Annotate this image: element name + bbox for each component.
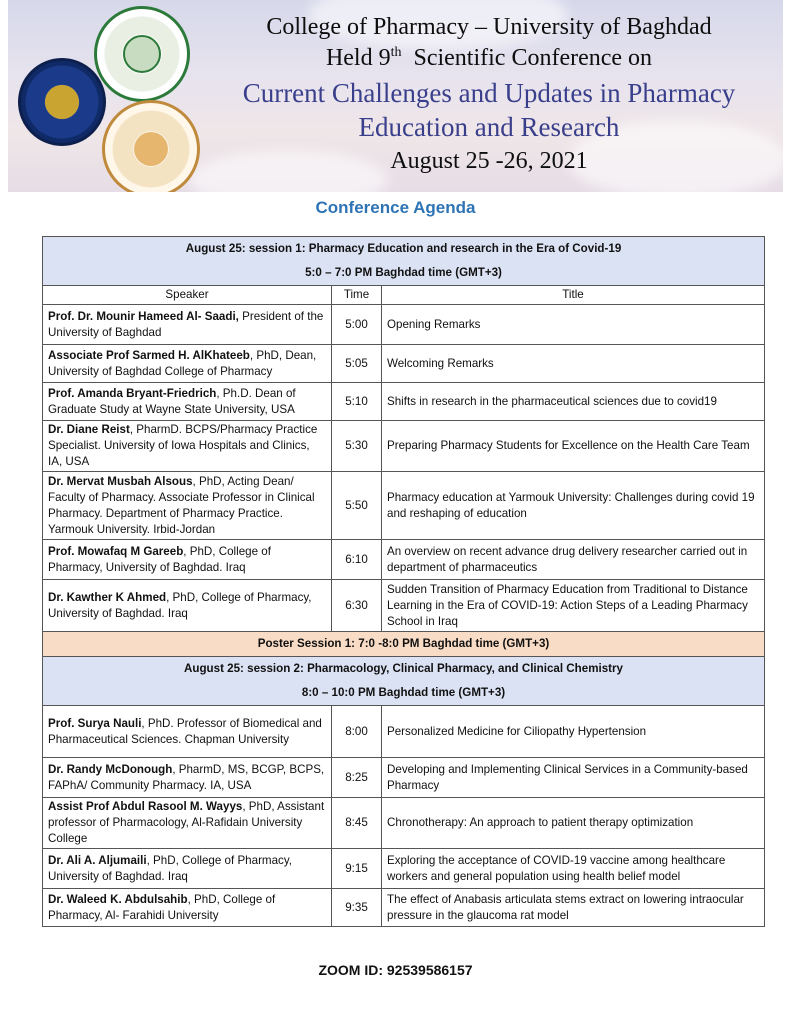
session1-heading: August 25: session 1: Pharmacy Education and research in the Era of Covid-19 bbox=[43, 237, 765, 262]
speaker-cell bbox=[43, 889, 332, 927]
college-of-pharmacy-seal bbox=[94, 6, 190, 102]
session2-heading-row bbox=[43, 657, 765, 682]
speaker-name: Dr. Mervat Musbah Alsous bbox=[48, 474, 193, 488]
time-cell: 5:50 bbox=[332, 472, 382, 540]
time-cell: 9:35 bbox=[332, 889, 382, 927]
speaker-details: , PhD. Professor of Biomedical and Pharmaceutical Sciences. Chapman University bbox=[48, 716, 322, 746]
session2-hours: 8:0 – 10:0 PM Baghdad time (GMT+3) bbox=[43, 681, 765, 706]
agenda-table bbox=[42, 236, 765, 927]
session2-hours-row bbox=[43, 681, 765, 706]
time-cell: 5:10 bbox=[332, 383, 382, 421]
speaker-details: , PhD, College of Pharmacy, University of Baghdad. Iraq bbox=[48, 590, 312, 620]
title-cell: Welcoming Remarks bbox=[382, 345, 765, 383]
agenda-title: Conference Agenda bbox=[315, 198, 476, 217]
title-cell: Developing and Implementing Clinical Services in a Community-based Pharmacy bbox=[382, 758, 765, 798]
speaker-cell bbox=[43, 421, 332, 472]
time-cell: 5:30 bbox=[332, 421, 382, 472]
speaker-details: , PhD, College of Pharmacy, University of Baghdad. Iraq bbox=[48, 853, 292, 883]
table-row bbox=[43, 472, 765, 540]
speaker-cell bbox=[43, 472, 332, 540]
table-row bbox=[43, 798, 765, 849]
table-header-row bbox=[43, 286, 765, 305]
table-row bbox=[43, 345, 765, 383]
time-cell: 5:00 bbox=[332, 305, 382, 345]
header-banner bbox=[8, 0, 783, 192]
header-conference-title-2: Education and Research bbox=[358, 112, 620, 142]
speaker-cell bbox=[43, 345, 332, 383]
speaker-details: , PharmD. BCPS/Pharmacy Practice Specialist. University of Iowa Hospitals and Clinics, IA, USA bbox=[48, 423, 318, 468]
header-held: Held 9th Scientific Conference on bbox=[325, 45, 653, 71]
zoom-id: ZOOM ID: 92539586157 bbox=[318, 962, 473, 978]
speaker-details: , Ph.D. Dean of Graduate Study at Wayne State University, USA bbox=[48, 386, 296, 416]
speaker-cell bbox=[43, 305, 332, 345]
title-cell: Exploring the acceptance of COVID-19 vaccine among healthcare workers and general population using health belief model bbox=[382, 849, 765, 889]
speaker-details: , PhD, Assistant professor of Pharmacology, Al-Rafidain University College bbox=[48, 800, 325, 845]
title-cell: Sudden Transition of Pharmacy Education from Traditional to Distance Learning in the Era of COVID-19: Action Steps of a Leading Pharmacy School in Iraq bbox=[382, 580, 765, 632]
time-cell: 8:25 bbox=[332, 758, 382, 798]
title-cell: Shifts in research in the pharmaceutical sciences due to covid19 bbox=[382, 383, 765, 421]
university-of-baghdad-seal bbox=[18, 58, 106, 146]
header-date: August 25 -26, 2021 bbox=[390, 148, 588, 174]
speaker-cell bbox=[43, 706, 332, 758]
speaker-name: Dr. Waleed K. Abdulsahib bbox=[48, 892, 188, 906]
speaker-name: Dr. Diane Reist bbox=[48, 423, 130, 436]
speaker-details: President of the University of Baghdad bbox=[48, 309, 324, 339]
header-college: College of Pharmacy – University of Baghdad bbox=[266, 14, 712, 40]
title-cell: The effect of Anabasis articulata stems extract on lowering intraocular pressure in the glaucoma rat model bbox=[382, 889, 765, 927]
speaker-name: Prof. Amanda Bryant-Friedrich bbox=[48, 386, 217, 400]
speaker-name: Assist Prof Abdul Rasool M. Wayys bbox=[48, 800, 243, 813]
session2-heading: August 25: session 2: Pharmacology, Clinical Pharmacy, and Clinical Chemistry bbox=[43, 657, 765, 682]
table-row bbox=[43, 580, 765, 632]
header-conference-title-1: Current Challenges and Updates in Pharmacy bbox=[242, 78, 736, 108]
speaker-cell bbox=[43, 580, 332, 632]
table-row bbox=[43, 758, 765, 798]
speaker-name: Dr. Kawther K Ahmed bbox=[48, 590, 167, 604]
table-row bbox=[43, 889, 765, 927]
time-cell: 9:15 bbox=[332, 849, 382, 889]
speaker-cell bbox=[43, 849, 332, 889]
ministry-seal bbox=[102, 100, 200, 192]
time-cell: 8:00 bbox=[332, 706, 382, 758]
title-cell: Pharmacy education at Yarmouk University: Challenges during covid 19 and reshaping of education bbox=[382, 472, 765, 540]
col-title-header: Title bbox=[382, 286, 765, 305]
speaker-details: , PharmD, MS, BCGP, BCPS, FAPhA/ Community Pharmacy. IA, USA bbox=[48, 762, 325, 792]
table-row bbox=[43, 706, 765, 758]
speaker-cell bbox=[43, 383, 332, 421]
speaker-name: Prof. Surya Nauli bbox=[48, 716, 142, 730]
speaker-details: , PhD, College of Pharmacy, University of Baghdad. Iraq bbox=[48, 544, 271, 574]
col-time-header: Time bbox=[332, 286, 382, 305]
speaker-name: Prof. Dr. Mounir Hameed Al- Saadi, bbox=[48, 309, 239, 323]
speaker-name: Dr. Randy McDonough bbox=[48, 762, 173, 776]
poster-session-row bbox=[43, 632, 765, 657]
speaker-details: , PhD, Dean, University of Baghdad College of Pharmacy bbox=[48, 348, 317, 378]
title-cell: Chronotherapy: An approach to patient therapy optimization bbox=[382, 798, 765, 849]
speaker-cell bbox=[43, 798, 332, 849]
time-cell: 5:05 bbox=[332, 345, 382, 383]
speaker-name: Associate Prof Sarmed H. AlKhateeb bbox=[48, 348, 250, 362]
time-cell: 6:30 bbox=[332, 580, 382, 632]
time-cell: 8:45 bbox=[332, 798, 382, 849]
speaker-details: , PhD, Acting Dean/ Faculty of Pharmacy. Associate Professor in Clinical Pharmacy. Department of Pharmacy Practice. Yarmouk University. Irbid-Jordan bbox=[48, 474, 315, 536]
speaker-cell bbox=[43, 540, 332, 580]
title-cell: Personalized Medicine for Ciliopathy Hypertension bbox=[382, 706, 765, 758]
time-cell: 6:10 bbox=[332, 540, 382, 580]
session1-hours-row bbox=[43, 261, 765, 286]
table-row bbox=[43, 421, 765, 472]
title-cell: Preparing Pharmacy Students for Excellence on the Health Care Team bbox=[382, 421, 765, 472]
session1-heading-row bbox=[43, 237, 765, 262]
title-cell: An overview on recent advance drug delivery researcher carried out in department of pharmaceutics bbox=[382, 540, 765, 580]
session1-hours: 5:0 – 7:0 PM Baghdad time (GMT+3) bbox=[43, 261, 765, 286]
speaker-details: , PhD, College of Pharmacy, Al- Farahidi University bbox=[48, 892, 276, 922]
speaker-cell bbox=[43, 758, 332, 798]
speaker-name: Dr. Ali A. Aljumaili bbox=[48, 853, 147, 867]
table-row bbox=[43, 849, 765, 889]
table-row bbox=[43, 305, 765, 345]
table-row bbox=[43, 383, 765, 421]
poster-session: Poster Session 1: 7:0 -8:0 PM Baghdad time (GMT+3) bbox=[43, 632, 765, 657]
col-speaker-header: Speaker bbox=[43, 286, 332, 305]
speaker-name: Prof. Mowafaq M Gareeb bbox=[48, 544, 184, 558]
title-cell: Opening Remarks bbox=[382, 305, 765, 345]
table-row bbox=[43, 540, 765, 580]
